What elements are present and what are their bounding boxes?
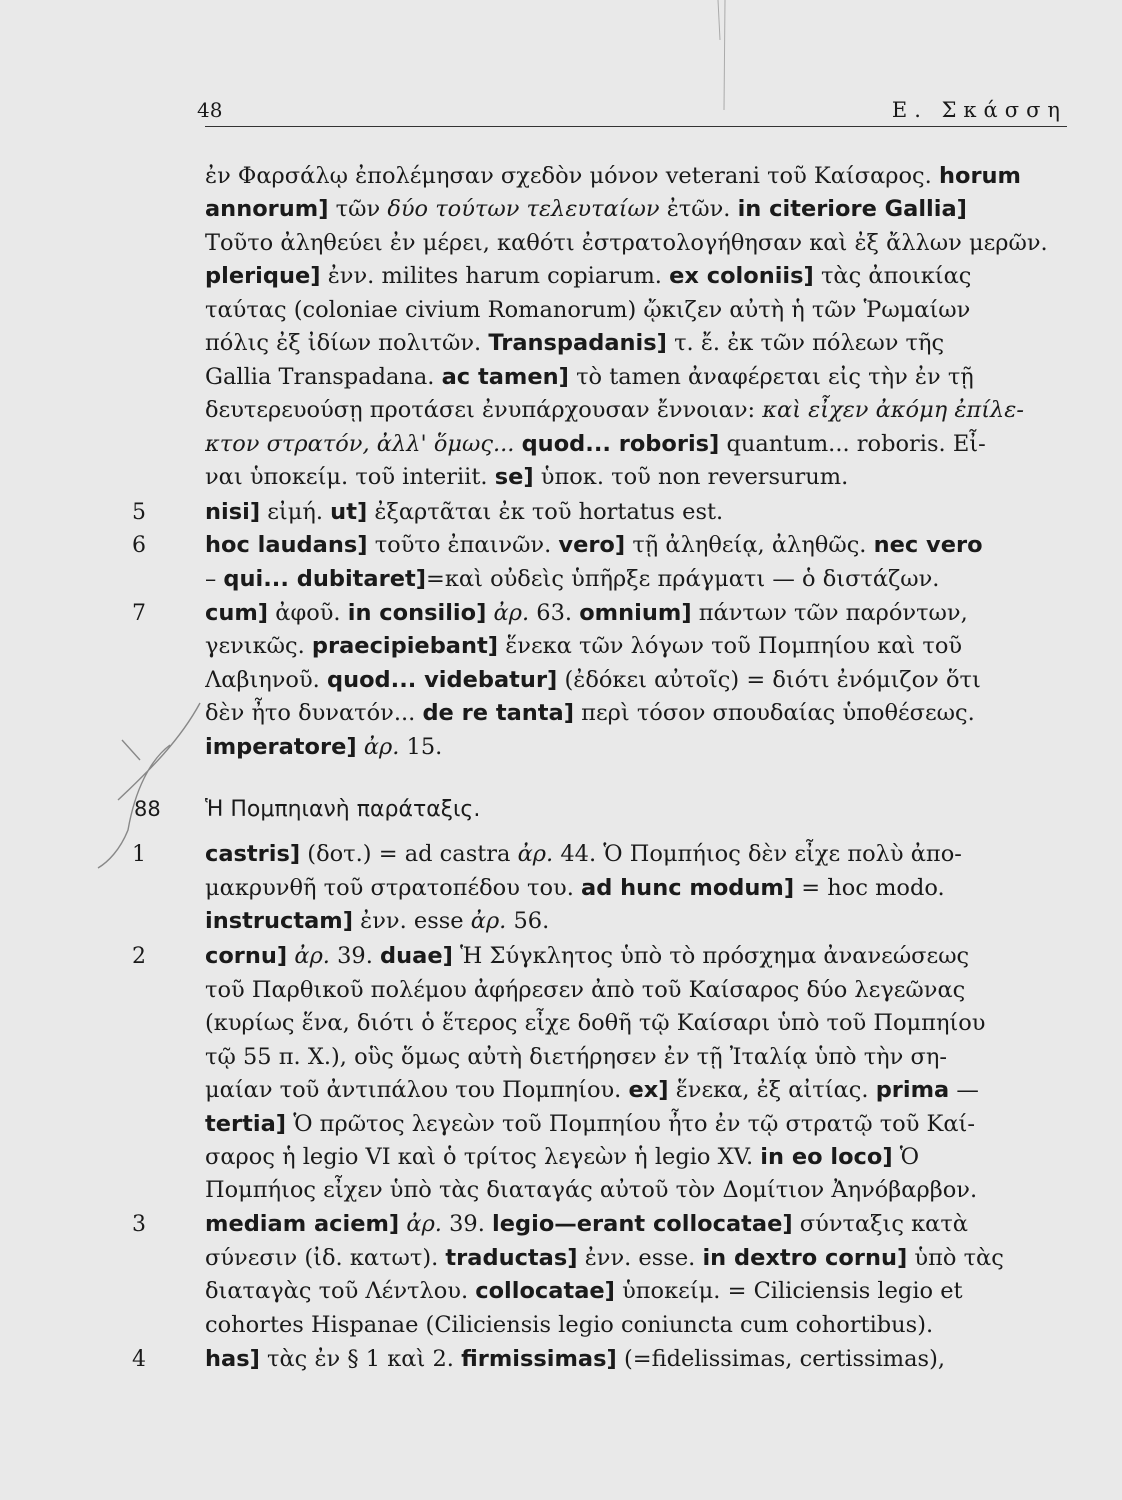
lemma: in dextro cornu] [702, 1245, 908, 1271]
text-run: εἰμή. [260, 499, 331, 525]
lemma: vero] [558, 532, 626, 558]
text-line [205, 597, 1067, 630]
text-run: τ. ἔ. ἐκ τῶν πόλεων τῆς [666, 330, 945, 356]
section-number: 88 [134, 797, 161, 821]
lemma: plerique] [205, 263, 321, 289]
lemma: ad hunc modum] [581, 875, 795, 901]
lemma: ex] [628, 1077, 669, 1103]
text-line [205, 940, 1067, 973]
text-run: γενικῶς. [205, 633, 312, 659]
lemma: annorum] [205, 196, 329, 222]
text-run: τοῦ Παρθικοῦ πολέμου ἀφήρεσεν ἀπὸ τοῦ Καίσαρος δύο λεγεῶνας [205, 977, 966, 1003]
text-run: μακρυνθῆ τοῦ στρατοπέδου του. [205, 875, 582, 901]
text-line [205, 361, 1067, 394]
text-run: ἕνεκα, ἐξ αἰτίας. [668, 1077, 876, 1103]
lemma: prima [875, 1077, 950, 1103]
line-number: 4 [132, 1347, 146, 1372]
lemma: collocatae] [475, 1278, 615, 1304]
text-run: (κυρίως ἕνα, διότι ὁ ἕτερος εἶχε δοθῆ τῷ Καίσαρι ὑπὸ τοῦ Πομπηίου [205, 1010, 986, 1036]
lemma: castris] [205, 841, 301, 867]
lemma: hoc laudans] [205, 532, 368, 558]
text-run: ἐτῶν. [659, 196, 738, 222]
text-run: σύνεσιν (ἰδ. κατωτ). [205, 1245, 446, 1271]
text-run: 63. [529, 600, 580, 626]
text-line [205, 563, 1067, 596]
text-run: ἐν Φαρσάλῳ ἐπολέμησαν σχεδὸν μόνον veterani τοῦ Καίσαρος. [205, 163, 939, 189]
line-number: 7 [132, 601, 146, 626]
text-run: (=fidelissimas, certissimas), [616, 1346, 946, 1372]
line-number: 2 [132, 944, 146, 969]
text-run: 44. Ὁ Πομπήιος δὲν εἶχε πολὺ ἀπο- [553, 841, 962, 867]
lemma: imperatore] [205, 734, 357, 760]
text-run: Ἡ Σύγκλητος ὑπὸ τὸ πρόσχημα ἀνανεώσεως [452, 943, 970, 969]
lemma: nisi] [205, 499, 261, 525]
lemma: omnium] [579, 600, 692, 626]
text-line [205, 1309, 1067, 1342]
text-line [205, 496, 1067, 529]
text-run: τὸ tamen ἀναφέρεται εἰς τὴν ἐν τῇ [568, 364, 974, 390]
lemma: mediam aciem] [205, 1211, 400, 1237]
text-run: διαταγὰς τοῦ Λέντλου. [205, 1278, 476, 1304]
lemma: duae] [380, 943, 453, 969]
text-run: τῇ ἀληθείᾳ, ἀληθῶς. [625, 532, 874, 558]
text-run: Ὁ [892, 1144, 920, 1170]
lemma: in consilio] [347, 600, 487, 626]
lemma: quod... roboris] [521, 431, 720, 457]
text-line [205, 461, 1067, 494]
text-line [205, 1242, 1067, 1275]
text-run: ἀρ. [406, 1211, 442, 1237]
text-line [205, 529, 1067, 562]
text-run: quantum... roboris. Εἶ- [719, 431, 986, 457]
text-run: ἀρ. [470, 908, 507, 934]
text-run: ἀρ. [294, 943, 330, 969]
text-line [205, 1174, 1067, 1207]
lemma: instructam] [205, 908, 353, 934]
text-line [205, 394, 1067, 427]
text-run: ἕνεκα τῶν λόγων τοῦ Πομπηίου καὶ τοῦ [498, 633, 963, 659]
page-number: 48 [197, 98, 223, 122]
text-line [205, 1141, 1067, 1174]
text-run: ἀρ. [363, 734, 400, 760]
text-run: 15. [399, 734, 443, 760]
line-number: 6 [132, 533, 146, 558]
text-run: ἐξαρτᾶται ἐκ τοῦ hortatus est. [367, 499, 724, 525]
text-line [205, 1275, 1067, 1308]
lemma: de re tanta] [422, 700, 575, 726]
text-run: πάντων τῶν παρόντων, [691, 600, 968, 626]
text-line [205, 905, 1067, 938]
lemma: ut] [330, 499, 368, 525]
text-run: ὑποκείμ. = Ciliciensis legio et [614, 1278, 963, 1304]
text-run: ἀφοῦ. [268, 600, 348, 626]
text-run: τοῦτο ἐπαινῶν. [367, 532, 559, 558]
text-run: δύο τούτων τελευταίων [387, 196, 660, 222]
line-number: 3 [132, 1212, 146, 1237]
text-run: cohortes Hispanae (Ciliciensis legio coniuncta cum cohortibus). [205, 1312, 934, 1338]
text-run: ναι ὑποκείμ. τοῦ interiit. [205, 464, 495, 490]
text-run: δὲν ἦτο δυνατόν... [205, 700, 423, 726]
text-line [205, 428, 1067, 461]
text-run: (ἐδόκει αὐτοῖς) = διότι ἐνόμιζον ὅτι [557, 667, 981, 693]
text-run: ἀρ. [493, 600, 530, 626]
lemma: se] [494, 464, 534, 490]
lemma: in citeriore Gallia] [737, 196, 967, 222]
lemma: cum] [205, 600, 269, 626]
text-run: = hoc modo. [794, 875, 945, 901]
text-run [486, 600, 493, 626]
text-run: σαρος ἡ legio VI καὶ ὁ τρίτος λεγεὼν ἡ legio XV. [205, 1144, 761, 1170]
lemma: quod... videbatur] [326, 667, 558, 693]
text-run: κτον στρατόν, ἀλλ' ὅμως... [205, 431, 515, 457]
text-line [205, 1074, 1067, 1107]
text-line [205, 1208, 1067, 1241]
text-run: πόλις ἐξ ἰδίων πολιτῶν. [205, 330, 489, 356]
text-line [205, 1007, 1067, 1040]
text-run: ἐνν. milites harum copiarum. [320, 263, 670, 289]
lemma: firmissimas] [461, 1346, 617, 1372]
text-run: καὶ εἶχεν ἀκόμη ἐπίλε- [762, 397, 1024, 423]
text-run: – [205, 566, 224, 592]
text-line [205, 974, 1067, 1007]
text-run: Ὁ πρῶτος λεγεὼν τοῦ Πομπηίου ἦτο ἐν τῷ στρατῷ τοῦ Καί- [286, 1111, 975, 1137]
text-run: σύνταξις κατὰ [792, 1211, 968, 1237]
text-line [205, 1343, 1067, 1376]
text-run: Λαβιηνοῦ. [205, 667, 327, 693]
lemma: legio—erant collocatae] [492, 1211, 793, 1237]
text-run: 39. [329, 943, 381, 969]
running-head: Ε. Σκάσση [891, 98, 1067, 122]
lemma: in eo loco] [760, 1144, 893, 1170]
text-run: τὰς ἐν § 1 καὶ 2. [259, 1346, 462, 1372]
text-run: περὶ τόσον σπουδαίας ὑποθέσεως. [574, 700, 975, 726]
text-line [205, 630, 1067, 663]
lemma: ac tamen] [441, 364, 569, 390]
text-line [205, 1041, 1067, 1074]
text-run: Πομπήιος εἶχεν ὑπὸ τὰς διαταγάς αὐτοῦ τὸν Δομίτιον Ἀηνόβαρβον. [205, 1177, 978, 1203]
lemma: ex coloniis] [669, 263, 814, 289]
text-line [205, 872, 1067, 905]
text-run [514, 431, 521, 457]
line-number: 5 [132, 500, 146, 525]
text-run: =καὶ οὐδεὶς ὑπῆρξε πράγματι — ὁ διστάζων. [426, 566, 940, 592]
lemma: praecipiebant] [311, 633, 499, 659]
text-run: τῷ 55 π. Χ.), οὓς ὅμως αὐτὴ διετήρησεν ἐν τῇ Ἰταλίᾳ ὑπὸ τὴν ση- [205, 1044, 947, 1070]
text-line [205, 260, 1067, 293]
lemma: traductas] [445, 1245, 578, 1271]
text-line [205, 327, 1067, 360]
text-line [205, 160, 1067, 193]
lemma: Transpadanis] [488, 330, 667, 356]
text-line [205, 193, 1067, 226]
text-line [205, 1108, 1067, 1141]
text-line [205, 838, 1067, 871]
text-run: Gallia Transpadana. [205, 364, 442, 390]
lemma: qui... dubitaret] [223, 566, 426, 592]
text-line [205, 697, 1067, 730]
text-run: τῶν [328, 196, 388, 222]
text-run: — [949, 1077, 979, 1103]
lemma: cornu] [205, 943, 288, 969]
page-header [197, 96, 1067, 127]
text-run: τὰς ἀποικίας [813, 263, 972, 289]
lemma: has] [205, 1346, 260, 1372]
lemma: nec vero [873, 532, 983, 558]
text-run: ἐνν. esse [353, 908, 471, 934]
text-run: δευτερευούσῃ προτάσει ἐνυπάρχουσαν ἔννοιαν: [205, 397, 763, 423]
text-run: ἐνν. esse. [577, 1245, 703, 1271]
text-line [205, 294, 1067, 327]
lemma: tertia] [205, 1111, 287, 1137]
text-run [357, 734, 364, 760]
lemma: horum [938, 163, 1022, 189]
text-run: ἀρ. [517, 841, 554, 867]
text-line [205, 227, 1067, 260]
section-title: Ἡ Πομπηιανὴ παράταξις. [205, 797, 481, 822]
text-line [205, 664, 1067, 697]
text-line [205, 731, 1067, 764]
text-run: ὑπὸ τὰς [907, 1245, 1004, 1271]
text-run: (δοτ.) = ad castra [300, 841, 518, 867]
text-run: 39. [441, 1211, 493, 1237]
text-run: μαίαν τοῦ ἀντιπάλου του Πομπηίου. [205, 1077, 629, 1103]
line-number: 1 [132, 842, 146, 867]
text-run: ταύτας (coloniae civium Romanorum) ᾤκιζεν αὐτὴ ἡ τῶν Ῥωμαίων [205, 297, 971, 323]
text-run: 56. [506, 908, 550, 934]
text-run: ὑποκ. τοῦ non reversurum. [533, 464, 849, 490]
text-run: Τοῦτο ἀληθεύει ἐν μέρει, καθότι ἐστρατολογήθησαν καὶ ἐξ ἄλλων μερῶν. [205, 230, 1048, 256]
